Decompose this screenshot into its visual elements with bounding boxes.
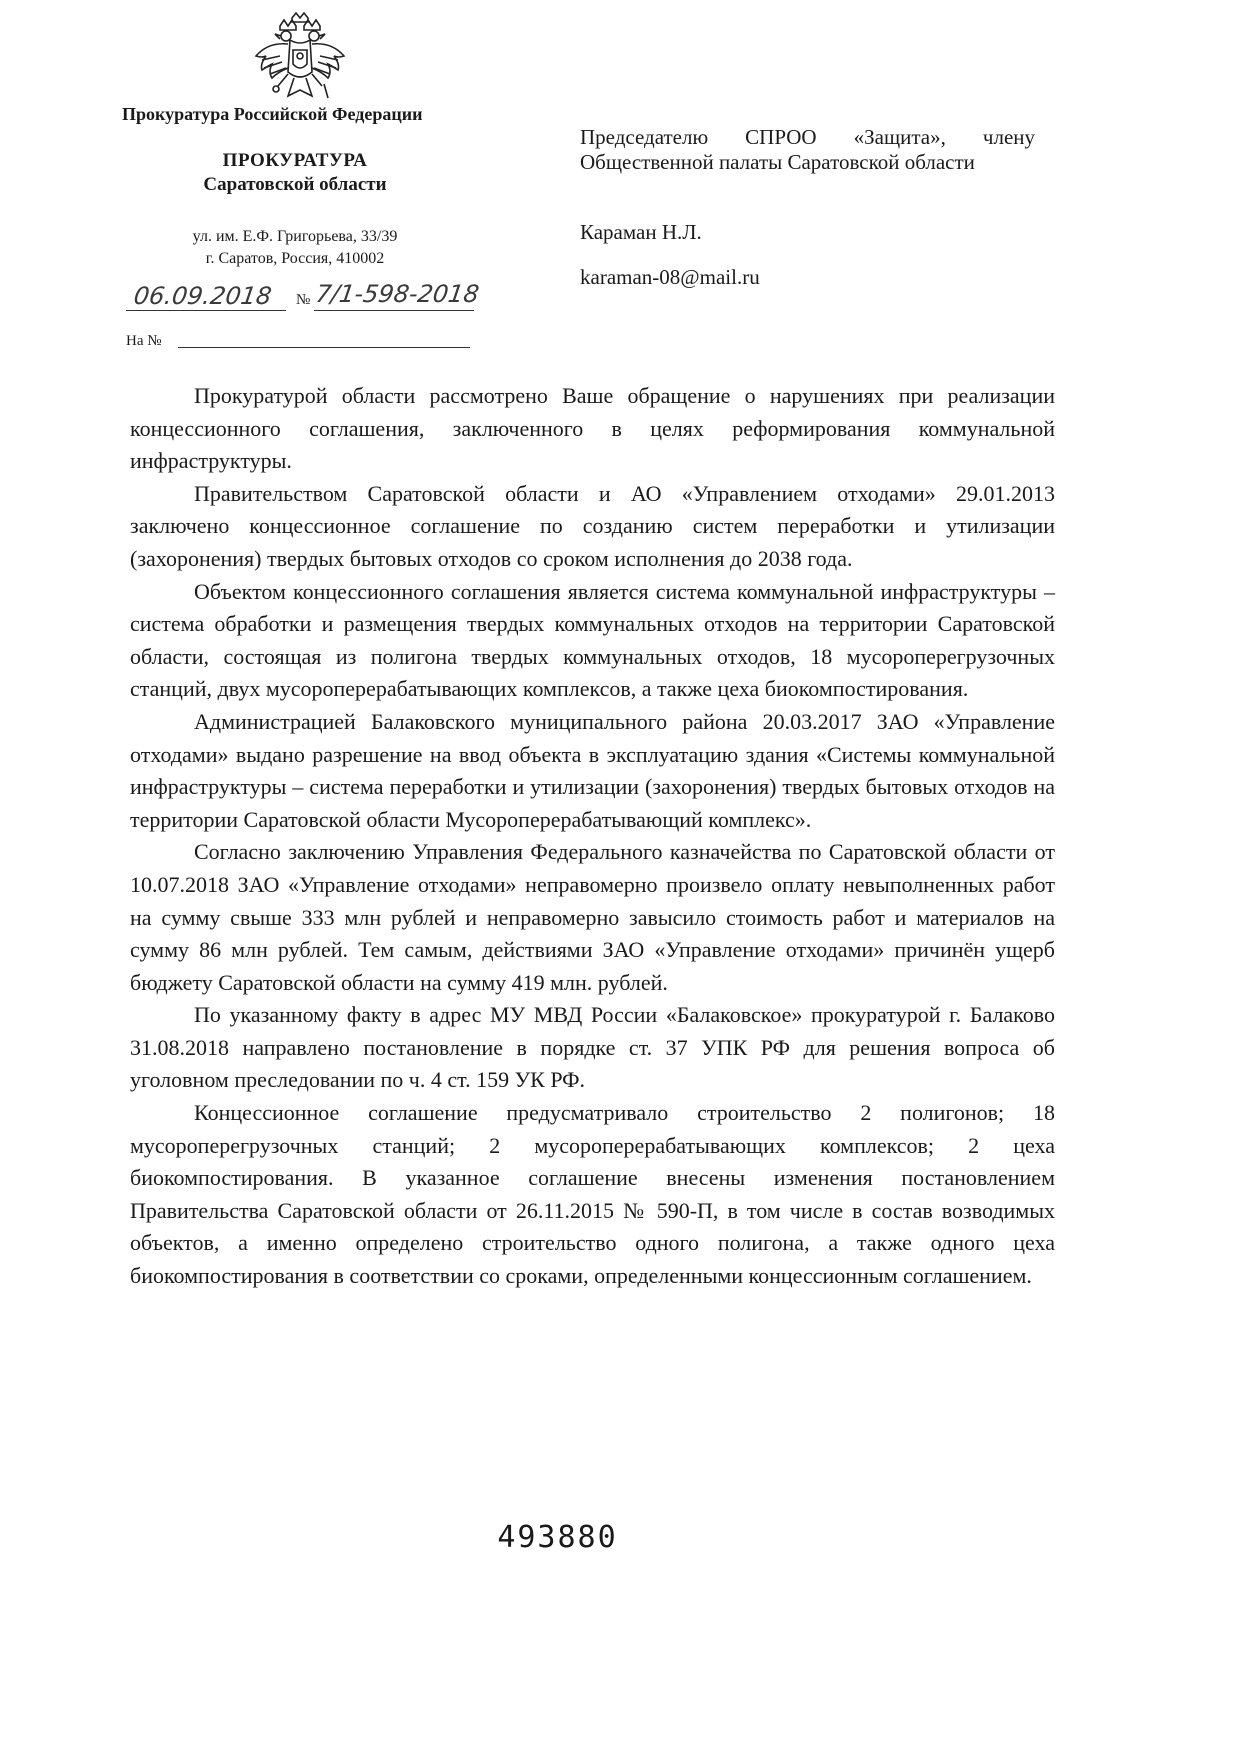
coat-of-arms-icon xyxy=(250,12,350,117)
office-title: ПРОКУРАТУРА xyxy=(222,150,368,171)
body-paragraph: Прокуратурой области рассмотрено Ваше обращение о нарушениях при реализации концессионного соглашения, заключенного в целях реформирования коммунальной инфраструктуры. xyxy=(130,383,1055,474)
number-underline xyxy=(314,310,474,311)
addressee-position: Председателю СПРОО «Защита», члену Общественной палаты Саратовской области xyxy=(580,125,1035,174)
reply-to-underline xyxy=(178,347,470,348)
addressee-name: Караман Н.Л. xyxy=(580,220,702,244)
reply-to-row xyxy=(126,333,476,353)
registration-number-label: № xyxy=(296,292,311,308)
letter-body xyxy=(130,380,1055,1293)
address-line-1: ул. им. Е.Ф. Григорьева, 33/39 xyxy=(192,228,398,245)
body-paragraph: Согласно заключению Управления Федерального казначейства по Саратовской области от 10.07.2018 ЗАО «Управление отходами» неправомерно произвело оплату невыполненных работ на сумму свыше 333 млн рублей и неправомерно завысило стоимость работ и материалов на сумму 86 млн рублей. Тем самым, действиями ЗАО «Управление отходами» причинён ущерб бюджету Саратовской области на сумму 419 млн. рублей. xyxy=(130,839,1055,995)
organization-name: Прокуратура Российской Федерации xyxy=(122,104,423,124)
body-paragraph: Администрацией Балаковского муниципального района 20.03.2017 ЗАО «Управление отходами» выдано разрешение на ввод объекта в эксплуатацию здания «Системы коммунальной инфраструктуры – система переработки и утилизации (захоронения) твердых бытовых отходов на территории Саратовской области Мусороперерабатывающий комплекс». xyxy=(130,708,1055,832)
document-serial-number: 493880 xyxy=(497,1520,618,1555)
reply-to-label: На № xyxy=(126,333,162,349)
addressee-email: karaman-08@mail.ru xyxy=(580,265,760,289)
date-underline xyxy=(126,310,286,311)
address-line-2: г. Саратов, Россия, 410002 xyxy=(205,250,385,267)
body-paragraph: Правительством Саратовской области и АО «Управлением отходами» 29.01.2013 заключено концессионное соглашение по созданию систем переработки и утилизации (захоронения) твердых бытовых отходов со сроком исполнения до 2038 года. xyxy=(130,480,1055,571)
registration-date: 06.09.2018 xyxy=(132,282,274,310)
body-paragraph: По указанному факту в адрес МУ МВД России «Балаковское» прокуратурой г. Балаково 31.08.2018 направлено постановление в порядке ст. 37 УПК РФ для решения вопроса об уголовном преследовании по ч. 4 ст. 159 УК РФ. xyxy=(130,1002,1055,1093)
registration-number: 7/1-598-2018 xyxy=(314,280,481,308)
registration-row xyxy=(126,280,506,316)
body-paragraph: Объектом концессионного соглашения является система коммунальной инфраструктуры – система обработки и размещения твердых коммунальных отходов на территории Саратовской области, состоящая из полигона твердых коммунальных отходов, 18 мусороперегрузочных станций, двух мусороперерабатывающих комплексов, а также цеха биокомпостирования. xyxy=(130,578,1055,702)
office-region: Саратовской области xyxy=(203,174,387,195)
body-paragraph: Концессионное соглашение предусматривало строительство 2 полигонов; 18 мусороперегрузочных станций; 2 мусороперерабатывающих комплексов; 2 цеха биокомпостирования. В указанное соглашение внесены изменения постановлением Правительства Саратовской области от 26.11.2015 № 590-П, в том числе в состав возводимых объектов, а именно определено строительство одного полигона, а также одного цеха биокомпостирования в соответствии со сроками, определенными концессионным соглашением. xyxy=(130,1100,1055,1289)
